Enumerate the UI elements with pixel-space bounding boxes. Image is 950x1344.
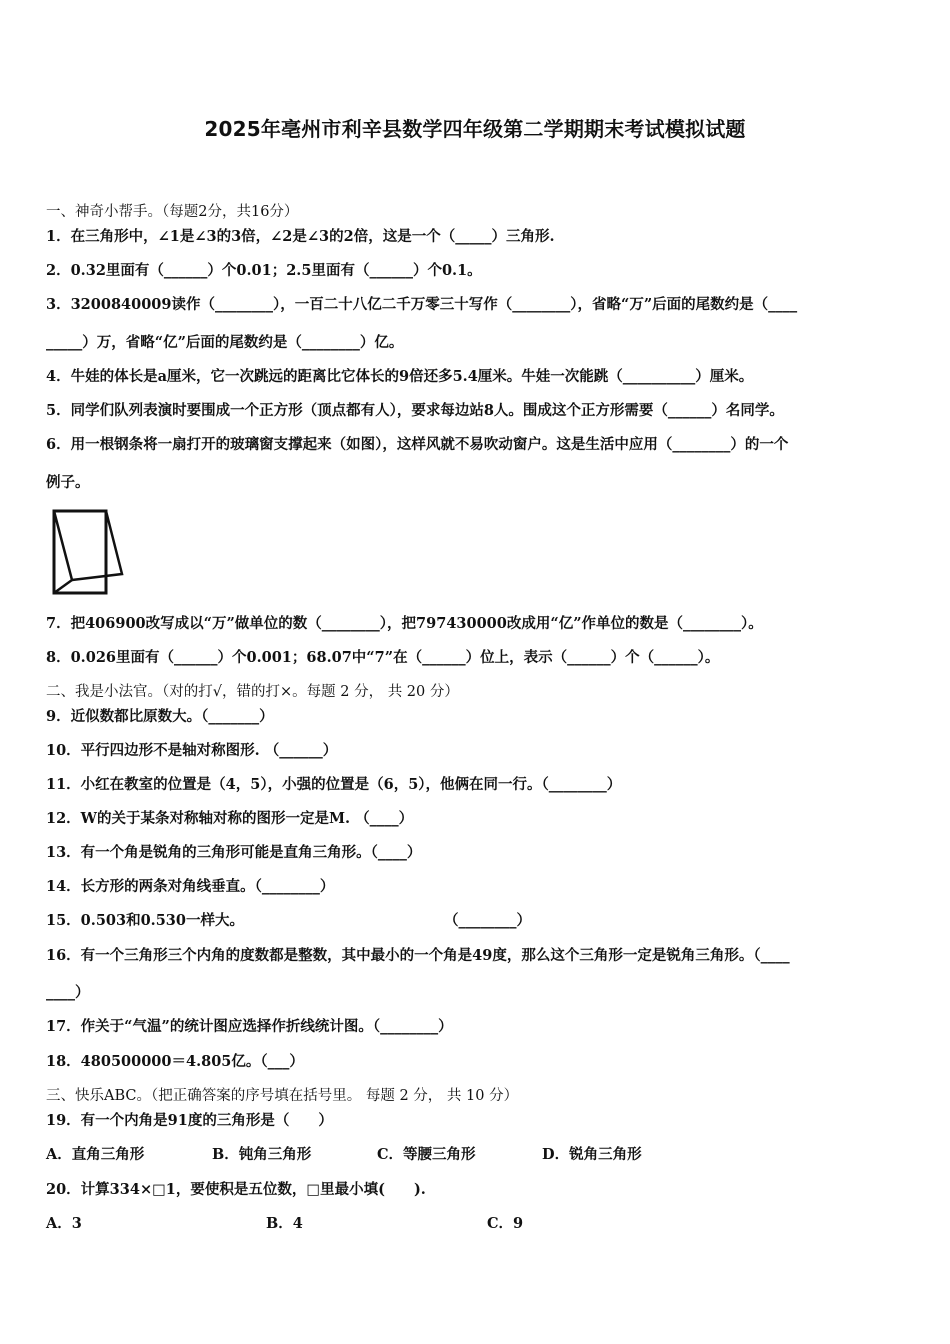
- section-2-heading: 二、我是小法官。（对的打√，错的打×。每题 2 分， 共 20 分）: [46, 684, 459, 700]
- question-14: 14．长方形的两条对角线垂直。（________）: [46, 878, 335, 895]
- question-3-line-2: _____）万，省略“亿”后面的尾数约是（________）亿。: [46, 334, 404, 351]
- question-16-line-2: ____）: [46, 984, 90, 1001]
- question-3-line-1: 3．3200840009读作（________），一百二十八亿二千万零三十写作（________），省略“万”后面的尾数约是（____: [46, 296, 798, 313]
- question-1: 1．在三角形中，∠1是∠3的3倍，∠2是∠3的2倍，这是一个（_____）三角形.: [46, 228, 555, 245]
- question-12: 12．W的关于某条对称轴对称的图形一定是M. （____）: [46, 810, 414, 827]
- q20-option-b[interactable]: B．4: [266, 1215, 303, 1232]
- section-1-heading: 一、神奇小帮手。（每题2分，共16分）: [46, 204, 299, 220]
- question-20-options: [46, 1214, 646, 1234]
- question-18: 18．480500000＝4.805亿。（___）: [46, 1053, 304, 1070]
- section-3-heading: 三、快乐ABC。（把正确答案的序号填在括号里。 每题 2 分， 共 10 分）: [46, 1088, 519, 1104]
- question-16-line-1: 16．有一个三角形三个内角的度数都是整数，其中最小的一个角是49度，那么这个三角形一定是锐角三角形。（____: [46, 947, 790, 964]
- q19-option-b[interactable]: B．钝角三角形: [212, 1146, 312, 1163]
- page-title: 2025年亳州市利辛县数学四年级第二学期期末考试模拟试题: [204, 117, 746, 141]
- question-15-blank: （________）: [444, 912, 531, 929]
- question-10: 10．平行四边形不是轴对称图形. （______）: [46, 742, 338, 759]
- q19-option-a[interactable]: A．直角三角形: [46, 1146, 145, 1163]
- question-4: 4．牛娃的体长是a厘米，它一次跳远的距离比它体长的9倍还多5.4厘米。牛娃一次能跳（__________）厘米。: [46, 368, 754, 385]
- question-6-line-2: 例子。: [46, 474, 90, 491]
- question-19-options: [46, 1145, 746, 1165]
- question-7: 7．把406900改写成以“万”做单位的数（________），把797430000改成用“亿”作单位的数是（________）。: [46, 615, 763, 632]
- question-9: 9．近似数都比原数大。（_______）: [46, 708, 274, 725]
- question-15: [46, 911, 908, 931]
- question-19: 19．有一个内角是91度的三角形是（ ）: [46, 1112, 333, 1129]
- question-2: 2．0.32里面有（______）个0.01；2.5里面有（______）个0.1。: [46, 262, 482, 279]
- question-13: 13．有一个角是锐角的三角形可能是直角三角形。（____）: [46, 844, 422, 861]
- question-15-text: 15．0.503和0.530一样大。: [46, 912, 244, 929]
- question-11: 11．小红在教室的位置是（4，5），小强的位置是（6，5），他俩在同一行。（________）: [46, 776, 622, 793]
- q20-option-a[interactable]: A．3: [46, 1215, 82, 1232]
- window-support-figure: [52, 508, 124, 596]
- question-17: 17．作关于“气温”的统计图应选择作折线统计图。（________）: [46, 1018, 453, 1035]
- q19-option-c[interactable]: C．等腰三角形: [377, 1146, 476, 1163]
- q19-option-d[interactable]: D．锐角三角形: [542, 1146, 642, 1163]
- question-20: 20．计算334×□1，要使积是五位数，□里最小填( ).: [46, 1181, 426, 1198]
- question-5: 5．同学们队列表演时要围成一个正方形（顶点都有人），要求每边站8人。围成这个正方形需要（______）名同学。: [46, 402, 784, 419]
- question-8: 8．0.026里面有（______）个0.001；68.07中“7”在（______）位上，表示（______）个（______）。: [46, 649, 720, 666]
- question-6-line-1: 6．用一根钢条将一扇打开的玻璃窗支撑起来（如图），这样风就不易吹动窗户。这是生活中应用（________）的一个: [46, 436, 789, 453]
- q20-option-c[interactable]: C．9: [487, 1215, 524, 1232]
